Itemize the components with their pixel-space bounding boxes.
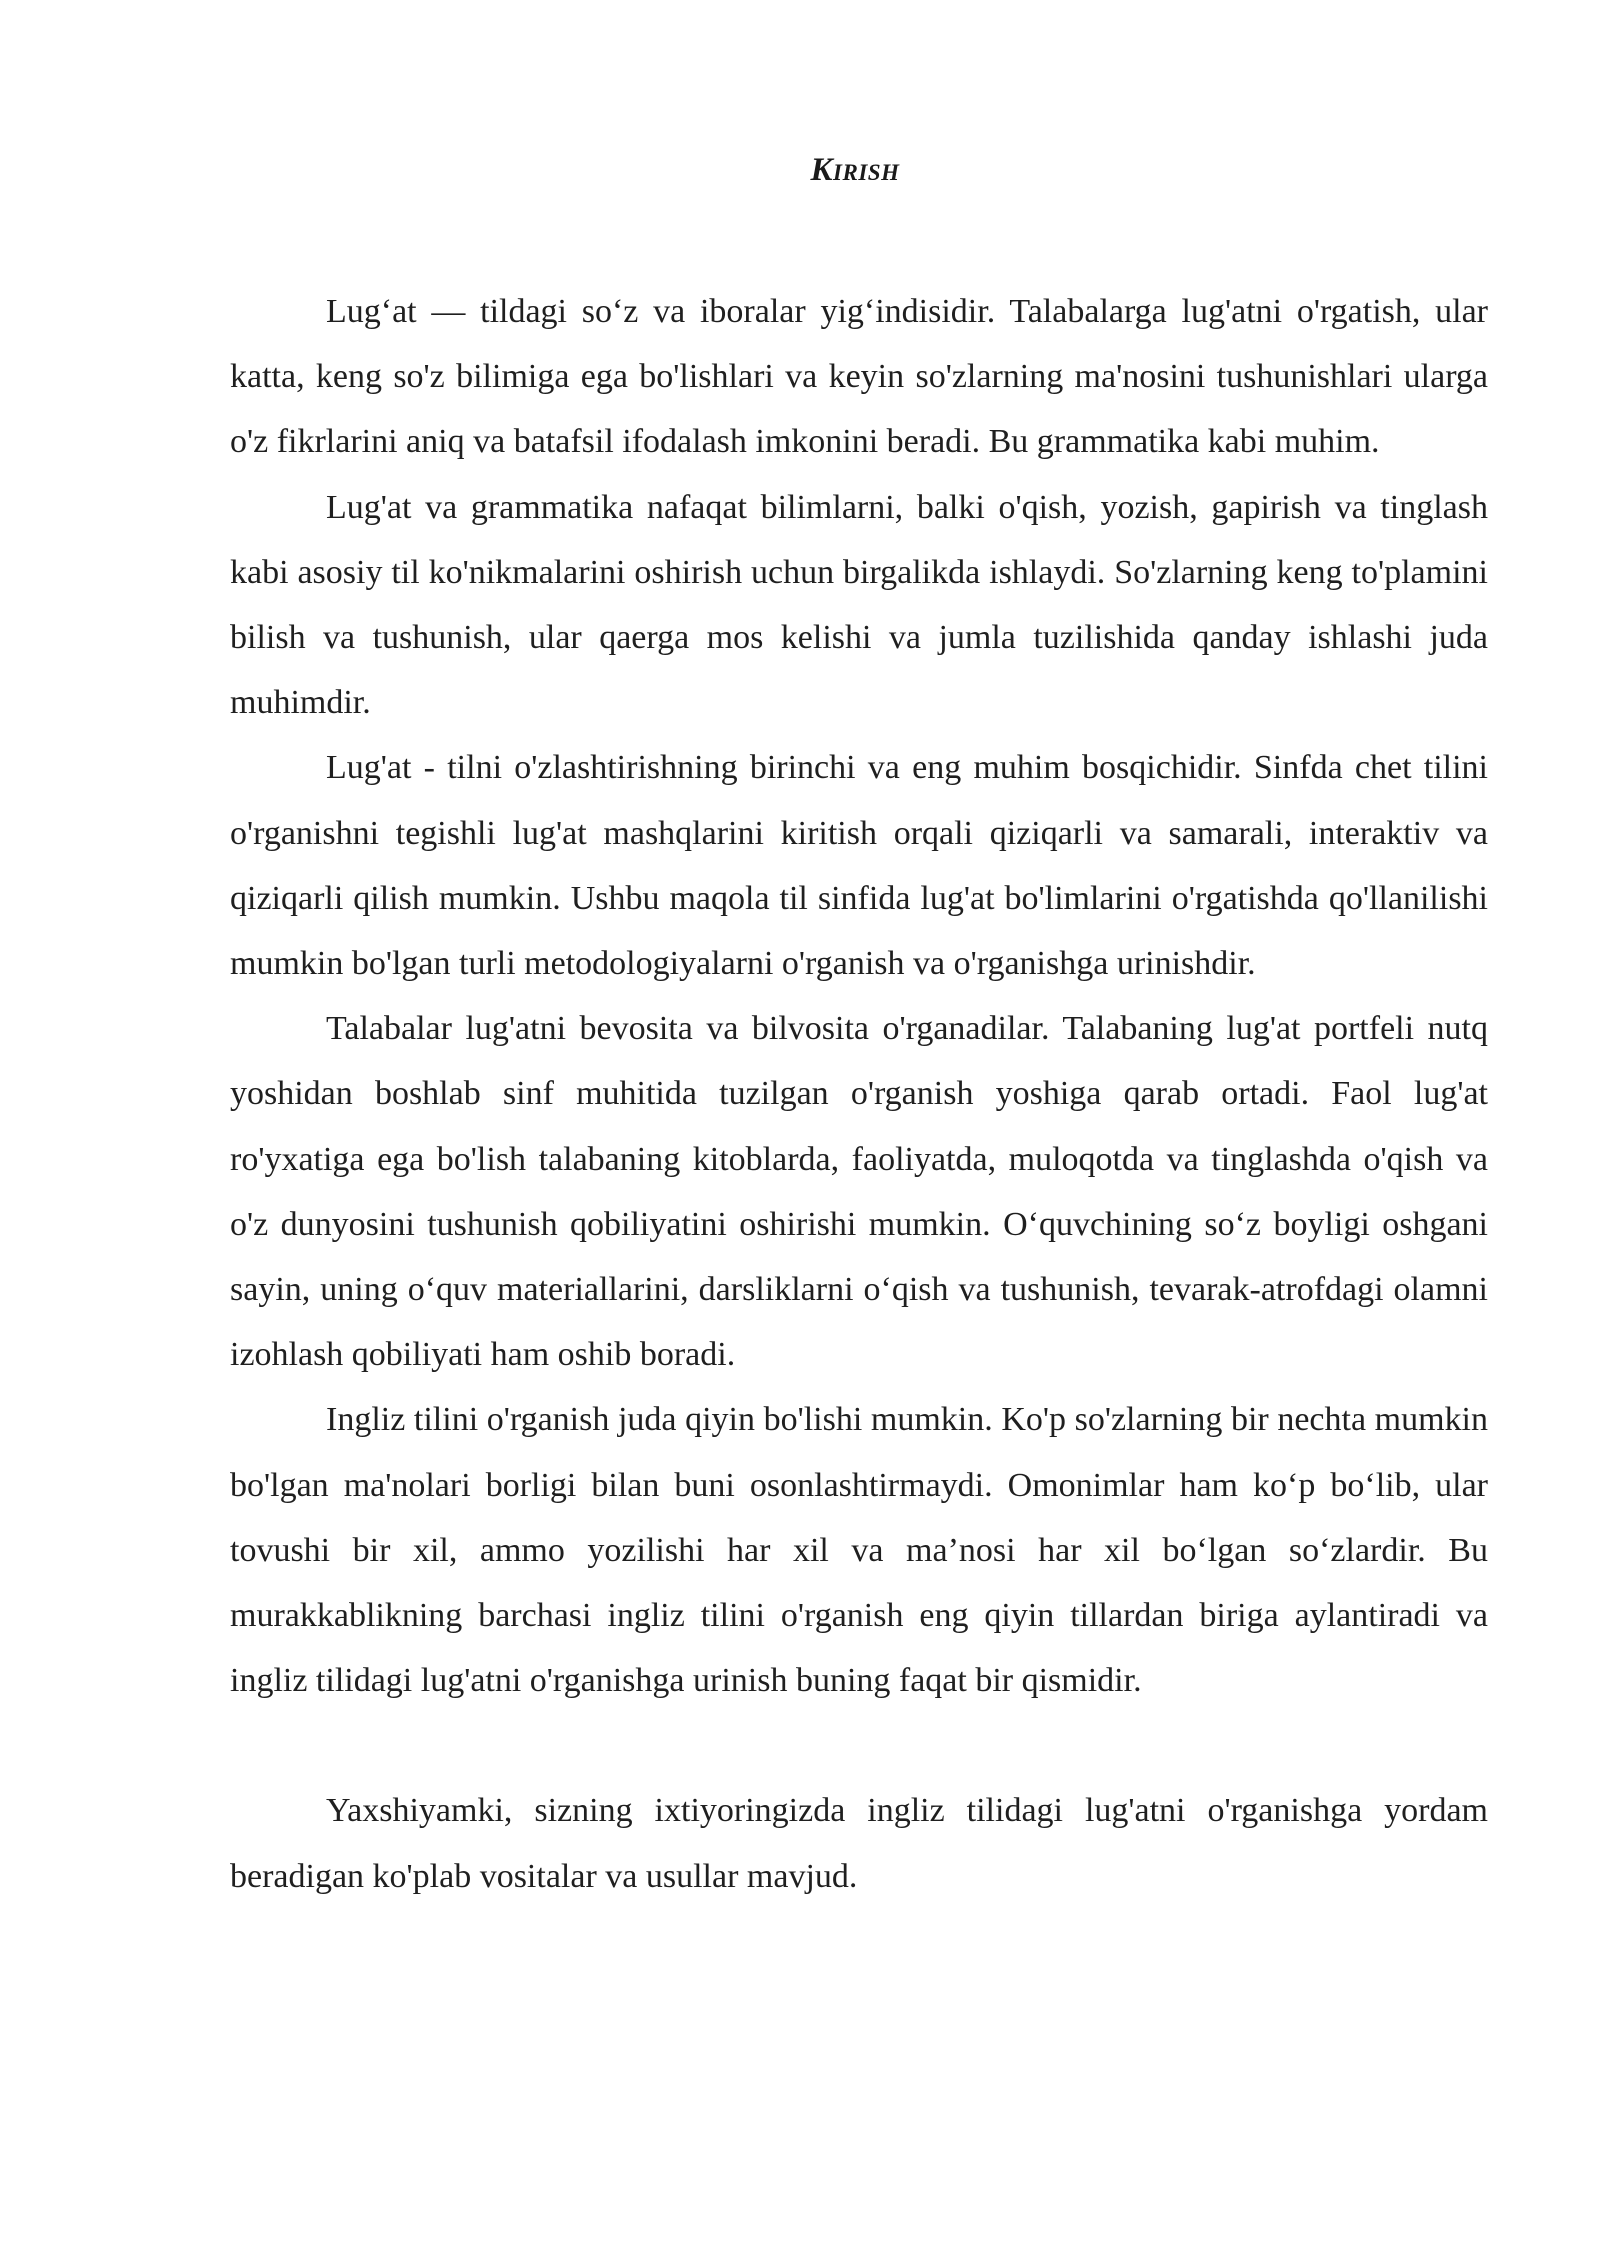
- paragraph-spacer: [230, 1713, 1488, 1778]
- paragraph-3: Lug'at - tilni o'zlashtirishning birinchi va eng muhim bosqichidir. Sinfda chet tilini o'rganishni tegishli lug'at mashqlarini kiritish orqali qiziqarli va samarali, interaktiv va qiziqarli qilish mumkin. Ushbu maqola til sinfida lug'at bo'limlarini o'rgatishda qo'llanilishi mumkin bo'lgan turli metodologiyalarni o'rganish va o'rganishga urinishdir.: [230, 749, 1488, 983]
- paragraph-1: Lug‘at — tildagi so‘z va iboralar yig‘indisidir. Talabalarga lug'atni o'rgatish, ular katta, keng so'z bilimiga ega bo'lishlari va keyin so'zlarning ma'nosini tushunishlari ularga o'z fikrlarini aniq va batafsil ifodalash imkonini beradi. Bu grammatika kabi muhim.: [230, 293, 1488, 461]
- paragraph-2: Lug'at va grammatika nafaqat bilimlarni, balki o'qish, yozish, gapirish va tinglash kabi asosiy til ko'nikmalarini oshirish uchun birgalikda ishlaydi. So'zlarning keng to'plamini bilish va tushunish, ular qaerga mos kelishi va jumla tuzilishida qanday ishlashi juda muhimdir.: [230, 488, 1488, 722]
- body-text: [230, 279, 1488, 1909]
- closing-paragraph: Yaxshiyamki, sizning ixtiyoringizda ingliz tilidagi lug'atni o'rganishga yordam beradigan ko'plab vositalar va usullar mavjud.: [230, 1792, 1488, 1895]
- paragraph-5: Ingliz tilini o'rganish juda qiyin bo'lishi mumkin. Ko'p so'zlarning bir nechta mumkin bo'lgan ma'nolari borligi bilan buni osonlashtirmaydi. Omonimlar ham ko‘p bo‘lib, ular tovushi bir xil, ammo yozilishi har xil va ma’nosi har xil bo‘lgan so‘zlardir. Bu murakkablikning barchasi ingliz tilini o'rganish eng qiyin tillardan biriga aylantiradi va ingliz tilidagi lug'atni o'rganishga urinish buning faqat bir qismidir.: [230, 1401, 1488, 1700]
- page-title: Kirish: [810, 152, 900, 188]
- paragraph-4: Talabalar lug'atni bevosita va bilvosita o'rganadilar. Talabaning lug'at portfeli nutq yoshidan boshlab sinf muhitida tuzilgan o'rganish yoshiga qarab ortadi. Faol lug'at ro'yxatiga ega bo'lish talabaning kitoblarda, faoliyatda, muloqotda va tinglashda o'qish va o'z dunyosini tushunish qobiliyatini oshirishi mumkin. O‘quvchining so‘z boyligi oshgani sayin, uning o‘quv materiallarini, darsliklarni o‘qish va tushunish, tevarak-atrofdagi olamni izohlash qobiliyati ham oshib boradi.: [230, 1010, 1488, 1374]
